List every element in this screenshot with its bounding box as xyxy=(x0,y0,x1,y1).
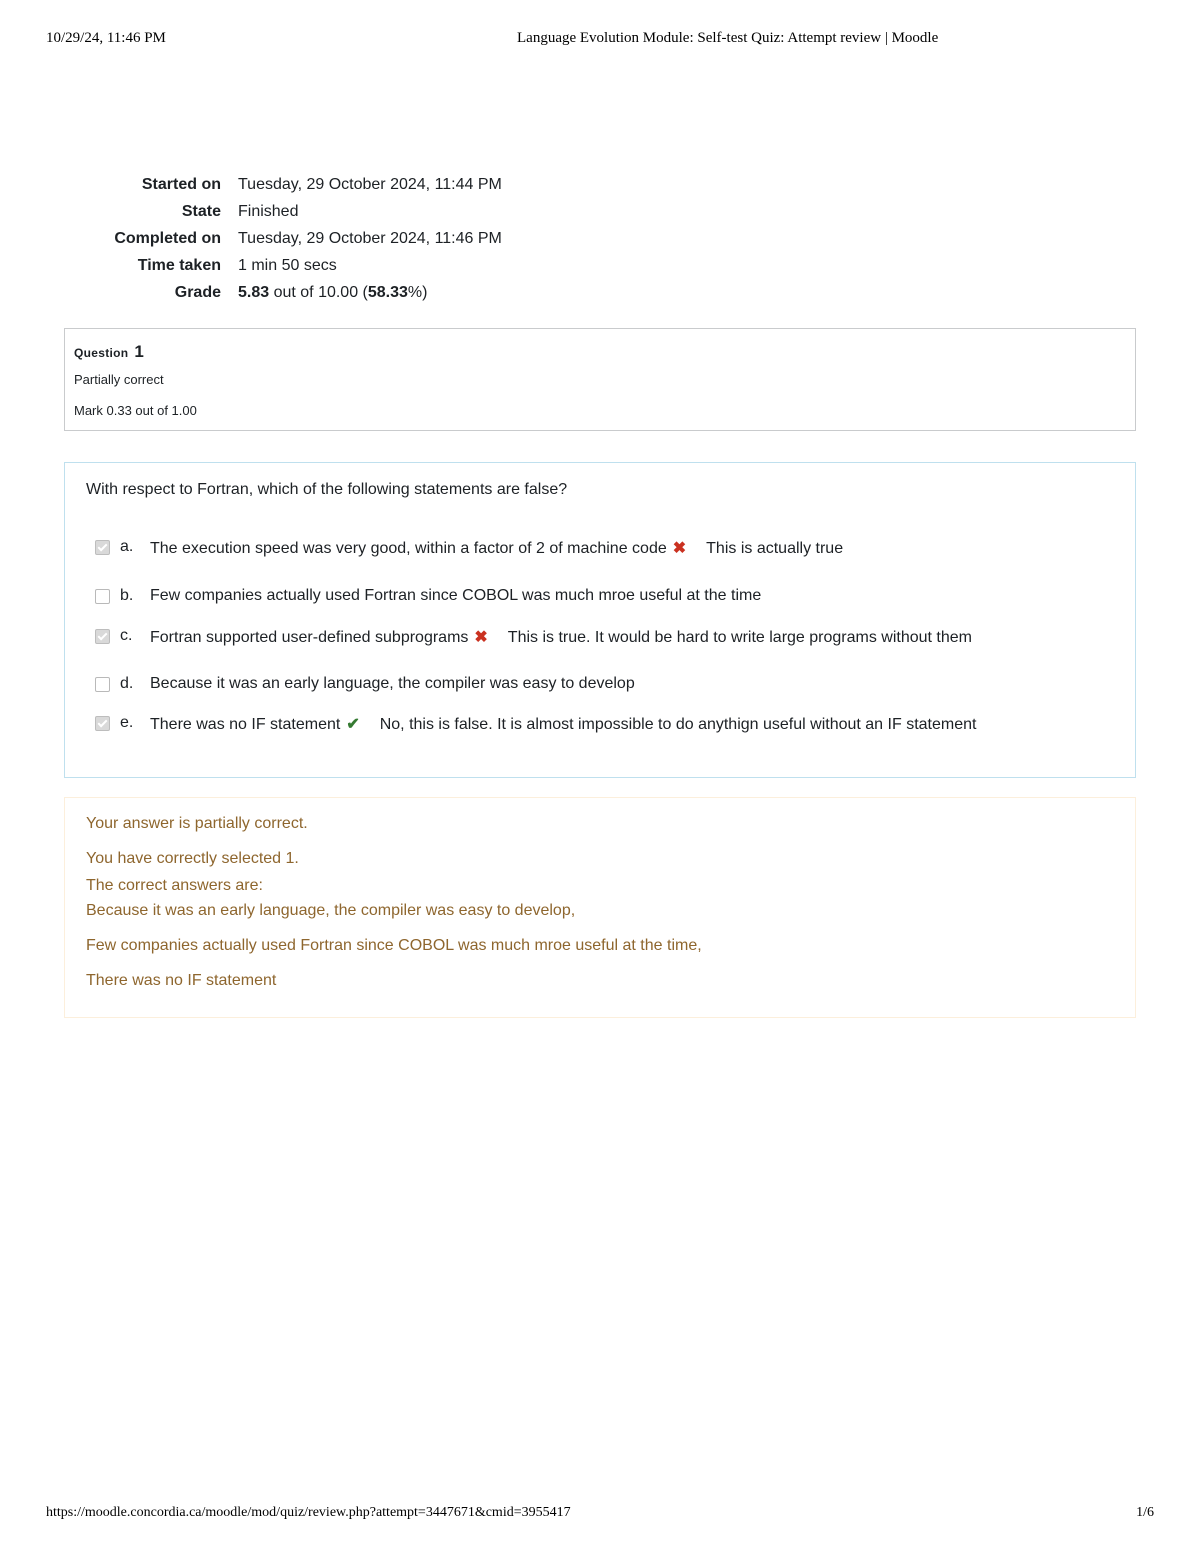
print-url: https://moodle.concordia.ca/moodle/mod/quiz/review.php?attempt=3447671&cmid=3955417 xyxy=(46,1505,571,1520)
question-number xyxy=(74,342,144,362)
completed-on-label: Completed on xyxy=(114,230,221,247)
answer-a-text: The execution speed was very good, within a factor of 2 of machine code xyxy=(150,540,667,557)
answer-b-letter: b. xyxy=(120,587,134,604)
grade-percent: 58.33 xyxy=(367,284,408,301)
question-text: With respect to Fortran, which of the following statements are false? xyxy=(86,481,568,498)
state-value: Finished xyxy=(238,203,299,220)
correct-answer-2: Few companies actually used Fortran since COBOL was much mroe useful at the time, xyxy=(86,937,702,954)
question-state: Partially correct xyxy=(74,372,164,387)
time-taken-value: 1 min 50 secs xyxy=(238,257,337,274)
completed-on-row xyxy=(64,230,664,257)
correct-check-icon: ✔ xyxy=(346,716,360,733)
grade-out-of: out of 10.00 ( xyxy=(269,284,368,301)
question-mark: Mark 0.33 out of 1.00 xyxy=(74,403,197,418)
completed-on-value: Tuesday, 29 October 2024, 11:46 PM xyxy=(238,230,502,247)
attempt-summary xyxy=(64,176,664,311)
answer-c-text: Fortran supported user-defined subprograms xyxy=(150,629,469,646)
answer-c-checkbox[interactable] xyxy=(95,629,110,644)
grade-row xyxy=(64,284,664,311)
outcome-selected-count: You have correctly selected 1. xyxy=(86,850,299,867)
answer-e-letter: e. xyxy=(120,714,134,731)
answer-d-text: Because it was an early language, the compiler was easy to develop xyxy=(150,675,635,692)
print-footer xyxy=(46,1505,1154,1525)
started-on-value: Tuesday, 29 October 2024, 11:44 PM xyxy=(238,176,502,193)
answer-a-feedback: This is actually true xyxy=(706,540,844,557)
answer-e-line xyxy=(150,714,976,734)
grade-label: Grade xyxy=(174,284,221,301)
feedback-outcome xyxy=(64,797,1136,1018)
question-info-box xyxy=(64,328,1136,431)
answer-d-letter: d. xyxy=(120,675,134,692)
incorrect-icon: ✖ xyxy=(474,629,488,646)
question-label: Question xyxy=(74,346,129,360)
grade-percent-suffix: %) xyxy=(407,284,428,301)
started-on-label: Started on xyxy=(141,176,221,193)
correct-answer-1: Because it was an early language, the compiler was easy to develop, xyxy=(86,902,576,919)
answer-e-feedback: No, this is false. It is almost impossible to do anythign useful without an IF statement xyxy=(379,716,977,733)
state-label: State xyxy=(181,203,221,220)
grade-score: 5.83 xyxy=(238,284,270,301)
print-header xyxy=(46,30,1154,50)
time-taken-label: Time taken xyxy=(137,257,221,274)
correct-answers-intro: The correct answers are: xyxy=(86,877,263,894)
answer-a-checkbox[interactable] xyxy=(95,540,110,555)
answer-c-letter: c. xyxy=(120,627,133,644)
answer-e-text: There was no IF statement xyxy=(150,716,341,733)
answer-c-line xyxy=(150,627,972,647)
answer-d-checkbox[interactable] xyxy=(95,677,110,692)
incorrect-icon: ✖ xyxy=(672,540,687,557)
print-page-title: Language Evolution Module: Self-test Quiz: Attempt review | Moodle xyxy=(517,30,939,46)
answer-b-text: Few companies actually used Fortran since COBOL was much mroe useful at the time xyxy=(150,587,762,604)
grade-value xyxy=(238,284,427,302)
time-taken-row xyxy=(64,257,664,284)
question-formulation xyxy=(64,462,1136,778)
correct-answer-3: There was no IF statement xyxy=(86,972,277,989)
print-datetime: 10/29/24, 11:46 PM xyxy=(46,30,166,46)
answer-a-line xyxy=(150,538,843,558)
started-on-row xyxy=(64,176,664,203)
print-page-number: 1/6 xyxy=(1136,1505,1154,1520)
answer-e-checkbox[interactable] xyxy=(95,716,110,731)
answer-b-checkbox[interactable] xyxy=(95,589,110,604)
question-number-value: 1 xyxy=(134,342,145,361)
outcome-summary: Your answer is partially correct. xyxy=(86,815,308,832)
state-row xyxy=(64,203,664,230)
answer-a-letter: a. xyxy=(120,538,134,555)
answer-c-feedback: This is true. It would be hard to write large programs without them xyxy=(507,629,972,646)
